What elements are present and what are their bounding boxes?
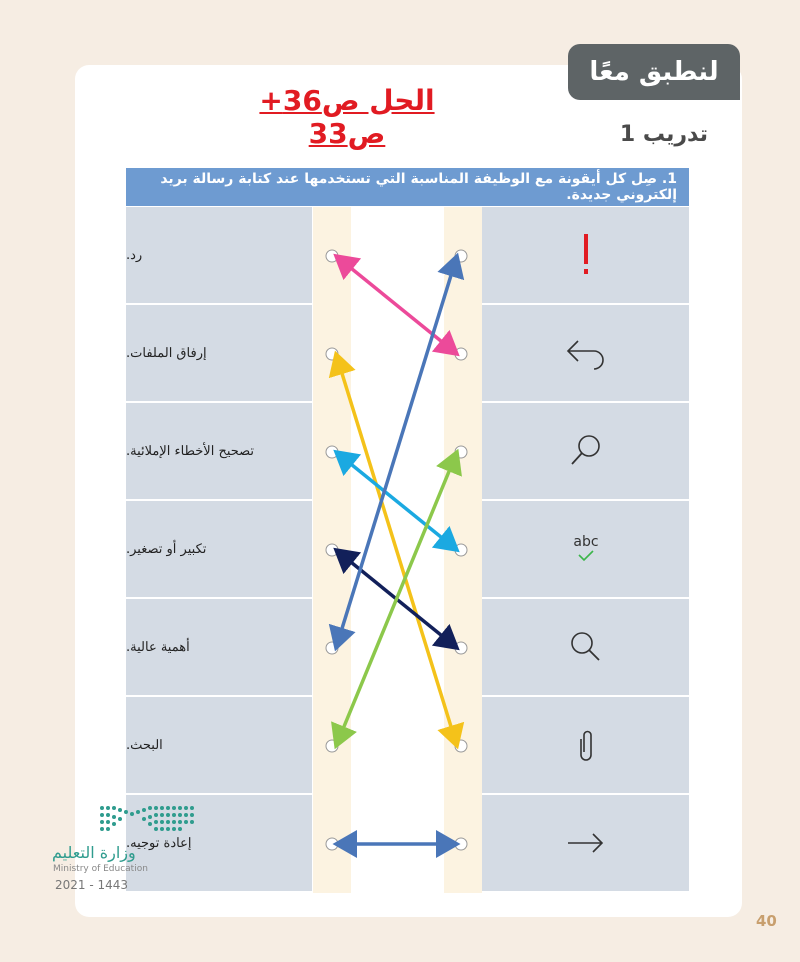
function-cell: البحث. xyxy=(126,697,312,793)
page-number: 40 xyxy=(756,912,777,930)
abc-text: abc xyxy=(572,534,599,550)
ministry-year: 2021 - 1443 xyxy=(55,878,129,892)
function-cell: تصحيح الأخطاء الإملائية. xyxy=(126,403,312,499)
connection-arrow xyxy=(336,452,457,746)
connection-arrow xyxy=(336,256,457,354)
ministry-name-en: Ministry of Education xyxy=(53,864,148,874)
solution-title: الحل ص36+ ص33 xyxy=(259,84,435,150)
function-cell: رد. xyxy=(126,207,312,303)
function-cell: إعادة توجيه. xyxy=(126,795,312,891)
function-cell: تكبير أو تصغير. xyxy=(126,501,312,597)
function-cell: أهمية عالية. xyxy=(126,599,312,695)
ministry-name-ar: وزارة التعليم xyxy=(52,843,136,862)
connection-arrow xyxy=(336,256,457,648)
question-bar: 1. صِل كل أيقونة مع الوظيفة المناسبة التي تستخدمها عند كتابة رسالة بريد إلكتروني جديدة. xyxy=(126,168,689,206)
exercise-title: تدريب 1 xyxy=(619,122,708,147)
function-cell: إرفاق الملفات. xyxy=(126,305,312,401)
section-tag: لنطبق معًا xyxy=(568,44,740,100)
connection-arrow xyxy=(336,354,457,746)
connection-arrow xyxy=(336,452,457,550)
